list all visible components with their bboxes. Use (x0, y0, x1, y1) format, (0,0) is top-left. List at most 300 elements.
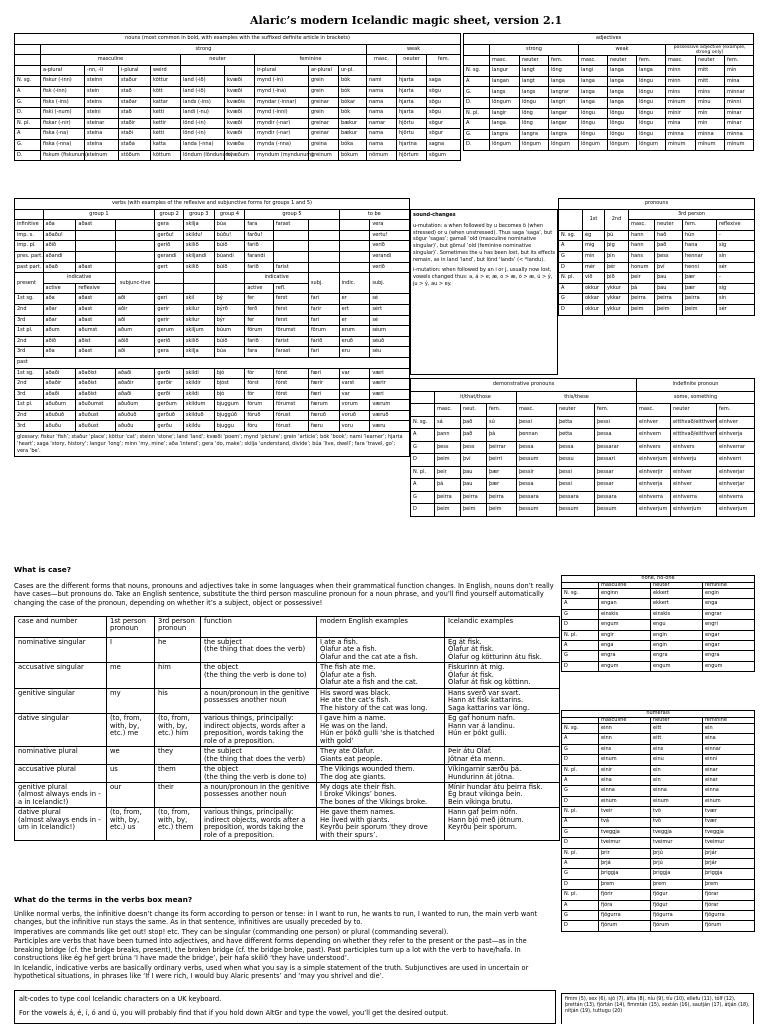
table-cell: aðar (43, 304, 76, 315)
row-label: 3rd (15, 347, 44, 358)
verb-group-2: group 2 (155, 209, 184, 220)
table-cell: engum (651, 661, 703, 671)
table-cell: bjuggu (214, 421, 245, 432)
indefinite-row (637, 504, 755, 517)
table-cell: myndir (-nar) (255, 129, 309, 140)
table-cell: grein (309, 76, 339, 87)
adjective-row (464, 108, 754, 119)
adj-weak-header: weak (579, 44, 666, 55)
row-label: A (15, 86, 41, 97)
table-cell: nama (367, 86, 397, 97)
table-cell: gerið (155, 336, 184, 347)
table-cell: mér (583, 262, 605, 273)
row-label: accusative plural (15, 765, 107, 783)
adj-sub: fem. (637, 55, 666, 66)
adjective-row (464, 87, 754, 98)
table-cell: fór (245, 368, 274, 379)
verb-nonfinite-row (15, 220, 410, 231)
table-cell: löndum (löndunum) (181, 150, 225, 161)
none-table (561, 575, 755, 672)
numeral-row (562, 827, 755, 837)
i-mutation-text: i-mutation: when followed by an i or j, usually now lost, vowels changed thus: a, á > e; æ, o > æ, ó > æ, ú > ý, ju > ý, au > ey. (413, 267, 553, 287)
numerals-table (561, 710, 755, 932)
table-cell: (to, from, with, by, etc.) him (155, 714, 201, 747)
row-label: A (562, 599, 599, 609)
table-cell: The Vikings wounded them. The dog ate giants. (317, 765, 445, 783)
table-cell: eitt (651, 734, 703, 744)
table-cell: löngu (637, 108, 666, 119)
row-label: A (562, 900, 599, 910)
table-cell: búa (214, 220, 245, 231)
table-cell: I (107, 638, 155, 663)
table-cell: fiska (-na) (41, 129, 85, 140)
altcodes-line1: alt-codes to type cool Icelandic characters on a UK keyboard. (19, 995, 222, 1003)
past-label: past (15, 357, 410, 368)
table-cell: þessum (595, 504, 637, 517)
table-cell: einskis (651, 609, 703, 619)
adj-sub: masc. (490, 55, 520, 66)
table-cell: ert (339, 304, 370, 315)
table-cell: bjó (214, 368, 245, 379)
table-cell: þessar (595, 479, 637, 492)
verb-past-row (15, 400, 410, 411)
table-cell: einum (599, 796, 651, 806)
table-cell: var (339, 368, 370, 379)
adjectives-table (463, 33, 754, 151)
table-cell: hjörtu (397, 118, 427, 129)
table-cell: aði (115, 294, 154, 305)
table-cell: engin (703, 589, 755, 599)
table-cell: færi (308, 389, 339, 400)
table-cell: aðast (76, 294, 115, 305)
table-cell (308, 262, 339, 273)
row-label: G. (15, 139, 41, 150)
table-cell: minna (666, 129, 696, 140)
indef-sub: masc. (637, 404, 671, 417)
table-cell: þín (605, 251, 629, 262)
table-cell: tveggja (651, 827, 703, 837)
table-cell: skildi (183, 389, 214, 400)
row-label: A (562, 859, 599, 869)
row-label: G (562, 786, 599, 796)
table-cell: kettir (151, 118, 181, 129)
table-cell: það (461, 416, 487, 429)
row-label: N. pl. (559, 273, 583, 284)
row-label: N. sg. (559, 230, 583, 241)
table-cell: búið (214, 262, 245, 273)
numeral-row (562, 869, 755, 879)
table-cell: þrjár (703, 859, 755, 869)
table-cell: gerandi (155, 251, 184, 262)
table-cell: þeir (435, 466, 461, 479)
table-cell: myndum (myndunum) (255, 150, 309, 161)
row-label: G (559, 294, 583, 305)
nouns-strong-header: strong (41, 44, 367, 55)
table-cell: fórst (245, 379, 274, 390)
nouns-caption: nouns (most common in bold, with examples with the suffixed definite article in brackets) (15, 34, 461, 45)
table-cell: aðast (76, 220, 115, 231)
table-cell: væru (370, 421, 410, 432)
row-label: nominative singular (15, 638, 107, 663)
table-cell: They ate Ólafur. Giants eat people. (317, 747, 445, 765)
nouns-weak-header: weak (367, 44, 461, 55)
table-cell: farið (245, 241, 274, 252)
table-cell: minna (696, 129, 725, 140)
table-cell: færum (308, 400, 339, 411)
nouns-table (14, 33, 461, 161)
table-cell: einhver (671, 466, 717, 479)
table-cell: Fiskurinn át mig. Ólafur át fisk. Ólafur át fisk og köttinn. (445, 663, 560, 688)
table-cell: vorum (339, 400, 370, 411)
table-cell: langan (490, 76, 520, 87)
table-cell: þeirri (487, 454, 517, 467)
table-cell: langa (637, 66, 666, 77)
table-cell: fisk (-inn) (41, 86, 85, 97)
row-label: A (562, 817, 599, 827)
indefinite-row (637, 429, 755, 442)
reflexive-label: reflexive (76, 283, 115, 294)
table-cell: þær (683, 283, 717, 294)
table-cell: geri (155, 294, 184, 305)
table-cell: hjarta (397, 108, 427, 119)
table-cell: aðaðist (76, 379, 115, 390)
table-cell: þrem (651, 879, 703, 889)
table-cell: hans (629, 251, 655, 262)
table-cell: langra (520, 129, 549, 140)
table-cell: væri (370, 368, 410, 379)
table-cell: langa (490, 119, 520, 130)
table-cell: sá (435, 416, 461, 429)
table-cell: he (155, 638, 201, 663)
table-cell: einhverra (637, 491, 671, 504)
none-caption: none, no-one (562, 576, 755, 583)
table-cell: my (107, 688, 155, 713)
table-cell: engra (703, 651, 755, 661)
table-cell: löngu (579, 119, 608, 130)
adjective-row (464, 76, 754, 87)
table-cell: bý (214, 294, 245, 305)
table-cell: förum (308, 326, 339, 337)
table-cell: ein (651, 775, 703, 785)
table-cell: einhvern (637, 429, 671, 442)
table-cell: hjarta (397, 76, 427, 87)
table-cell: þessi (595, 416, 637, 429)
table-cell: langa (608, 98, 637, 109)
table-cell: nömum (367, 150, 397, 161)
table-cell: eru (339, 347, 370, 358)
table-cell: hann (629, 241, 655, 252)
table-cell: einhverrar (717, 441, 755, 454)
table-cell: einir (599, 765, 651, 775)
table-cell: myndar (-innar) (255, 97, 309, 108)
table-cell: aðið (43, 241, 76, 252)
table-cell: kattar (151, 97, 181, 108)
none-row (562, 661, 755, 671)
numeral-row (562, 838, 755, 848)
indicative-paragraph: In Icelandic, indicative verbs are basically ordinary verbs, used when what you say is a simple statement of the truth. Subjunctives are used in uncertain or hypothetical situations, in phrases like ‘If I were rich, I would buy Alaric presents’ and ‘may you shrivel and die’. (14, 963, 529, 981)
row-label: D (562, 838, 599, 848)
pronoun-row (559, 283, 755, 294)
table-cell: færuð (308, 410, 339, 421)
table-cell: The fish ate me. Ólafur ate a fish. Ólafur ate a fish and the cat. (317, 663, 445, 688)
table-cell: kött (151, 86, 181, 97)
table-cell (273, 230, 308, 241)
table-cell: einskis (599, 609, 651, 619)
demo-sub: masc. (517, 404, 557, 417)
pronouns-caption: pronouns (559, 199, 755, 210)
table-cell: löngu (637, 129, 666, 140)
adj-sub: masc. (666, 55, 696, 66)
demonstrative-row (411, 441, 637, 454)
table-cell: aðað (43, 262, 76, 273)
table-cell (76, 241, 115, 252)
table-cell: mínir (666, 108, 696, 119)
table-cell (308, 241, 339, 252)
table-cell: aðir (115, 304, 154, 315)
table-cell: hana (683, 241, 717, 252)
table-cell: einnar (703, 744, 755, 754)
table-cell: þær (487, 479, 517, 492)
table-cell: þessar (595, 466, 637, 479)
refl-label-5: refl. (273, 283, 308, 294)
table-cell: hann (629, 230, 655, 241)
indef-sub: neuter (671, 404, 717, 417)
table-cell: lönd (-in) (181, 118, 225, 129)
table-cell: einhver (671, 479, 717, 492)
table-cell: namar (367, 118, 397, 129)
row-label: G (562, 744, 599, 754)
adjective-row (464, 66, 754, 77)
table-cell: steinar (85, 118, 119, 129)
pronoun-row (559, 262, 755, 273)
table-cell: gerir (155, 304, 184, 315)
adj-possessive-header: possessive adjective (example, strong only) (666, 44, 754, 55)
table-cell: því (461, 454, 487, 467)
table-cell: skiljum (183, 326, 214, 337)
table-cell: aði (115, 315, 154, 326)
table-cell: saga (427, 76, 461, 87)
table-cell: löngu (637, 119, 666, 130)
table-cell: þeim (435, 504, 461, 517)
row-label: N. pl. (562, 630, 599, 640)
table-cell: þessari (595, 454, 637, 467)
demonstrative-row (411, 479, 637, 492)
verbs-table (14, 198, 410, 457)
case-row (15, 747, 560, 765)
row-label: G (411, 441, 435, 454)
numeral-row (562, 921, 755, 931)
case-row (15, 808, 560, 841)
table-cell: sé (370, 315, 410, 326)
adj-strong-header: strong (490, 44, 579, 55)
table-cell: þessu (557, 454, 595, 467)
table-cell: sögu (427, 97, 461, 108)
table-cell: einum (651, 796, 703, 806)
table-cell: Víkingarnir særðu þá. Hundurinn át jötna. (445, 765, 560, 783)
row-label: D (559, 262, 583, 273)
table-cell: nama (367, 97, 397, 108)
table-cell: skilja (183, 220, 214, 231)
table-cell: sér (717, 262, 755, 273)
table-cell (115, 220, 154, 231)
indic-label: indic. (339, 273, 370, 294)
table-cell: ein (703, 724, 755, 734)
table-cell: bók (339, 86, 367, 97)
table-cell: aðum (43, 326, 76, 337)
table-cell: einna (599, 786, 651, 796)
table-cell: langar (549, 108, 579, 119)
verb-nonfinite-row (15, 241, 410, 252)
table-cell: þrem (599, 879, 651, 889)
table-cell: fjögurra (599, 911, 651, 921)
row-label: D. (464, 98, 490, 109)
table-cell (308, 230, 339, 241)
row-label: dative singular (15, 714, 107, 747)
table-cell: þess (435, 441, 461, 454)
table-cell: löngu (608, 129, 637, 140)
table-cell: I gave him a name. He was on the land. Hún er þókð gulli ‘she is thatched with gold’ (317, 714, 445, 747)
table-cell: land (-ið) (181, 76, 225, 87)
verb-group-3: group 3 (183, 209, 214, 220)
table-cell: löng (520, 108, 549, 119)
table-cell: enga (703, 599, 755, 609)
row-label: 2nd (15, 410, 44, 421)
table-cell: búið (214, 241, 245, 252)
table-cell: færir (308, 379, 339, 390)
pronoun-row (559, 251, 755, 262)
table-cell: eina (703, 734, 755, 744)
row-label: N. sg. (15, 76, 41, 87)
demonstratives-table (410, 378, 637, 517)
verb-present-row (15, 304, 410, 315)
table-cell: gerir (155, 315, 184, 326)
case-row (15, 638, 560, 663)
table-cell: engum (599, 620, 651, 630)
table-cell: fiski (-num) (41, 108, 85, 119)
table-cell: a noun/pronoun in the genitive possesses another noun (201, 782, 317, 807)
table-cell: engrar (703, 609, 755, 619)
table-cell: löngu (608, 108, 637, 119)
table-cell: búðu! (214, 230, 245, 241)
row-label: G (562, 609, 599, 619)
table-cell: hjarta (397, 97, 427, 108)
row-label: A (562, 640, 599, 650)
table-cell: nama (367, 139, 397, 150)
table-cell: gera (155, 220, 184, 231)
table-cell: aðast (76, 262, 115, 273)
row-label: 1st pl. (15, 400, 44, 411)
nouns-subhead: weird (151, 65, 181, 76)
row-label: A (559, 283, 583, 294)
none-sub: neuter (651, 582, 703, 589)
table-cell: skildum (183, 400, 214, 411)
table-cell: aðaði (43, 368, 76, 379)
table-cell: engum (703, 661, 755, 671)
table-cell: kvæða (225, 139, 255, 150)
demonstrative-row (411, 416, 637, 429)
table-cell: stöðum (119, 150, 151, 161)
table-cell: mitt (696, 76, 725, 87)
table-cell: aða (43, 294, 76, 305)
table-cell: aðaðist (76, 368, 115, 379)
row-label: imp. s. (15, 230, 44, 241)
table-cell: mín (583, 251, 605, 262)
table-cell (115, 230, 154, 241)
table-cell: fóruð (245, 410, 274, 421)
nouns-subhead: i-plural (119, 65, 151, 76)
demo-sub: masc. (435, 404, 461, 417)
case-table (14, 616, 560, 841)
table-cell: þessarar (595, 441, 637, 454)
nouns-neuter-header: neuter (181, 55, 255, 66)
page-title: Alaric’s modern Icelandic magic sheet, version 2.1 (250, 14, 563, 27)
table-cell: tveir (599, 807, 651, 817)
table-cell: fari (308, 347, 339, 358)
table-cell: sig (717, 241, 755, 252)
table-cell: grein (309, 86, 339, 97)
numeral-row (562, 900, 755, 910)
table-cell: þeirra (435, 491, 461, 504)
table-cell: ketti (151, 108, 181, 119)
table-cell: eruð (339, 336, 370, 347)
case-col-header: case and number (15, 617, 107, 638)
row-label: G. (15, 97, 41, 108)
table-cell: I ate a fish. Ólafur ate a fish. Ólafur and the cat ate a fish. (317, 638, 445, 663)
table-cell: ein (651, 765, 703, 775)
table-cell: gera (155, 347, 184, 358)
table-cell: engin (651, 630, 703, 640)
case-heading: What is case? (14, 565, 72, 574)
numerals-sub: neuter (651, 717, 703, 724)
table-cell: His sword was black. He ate the cat’s fish. The history of the cat was long. (317, 688, 445, 713)
table-cell: farist (273, 262, 308, 273)
pronoun-row (559, 273, 755, 284)
numerals-footer: fimm (5), sex (6), sjö (7), átta (8), níu (9), tíu (10), ellefu (11), tólf (12), þrettán (13), fjórtán (14), fimmtán (15), sextán (16), sautján (17), átján (18), nítján (19), tuttugu (20) (561, 993, 754, 1024)
table-cell: einhverjar (717, 466, 755, 479)
noun-row (15, 97, 461, 108)
table-cell: fórumst (273, 400, 308, 411)
table-cell: löngu (637, 98, 666, 109)
table-cell: fórust (273, 421, 308, 432)
verb-present-row (15, 326, 410, 337)
verb-present-row (15, 315, 410, 326)
table-cell: fiskum (fiskunum) (41, 150, 85, 161)
table-cell: mínum (666, 98, 696, 109)
table-cell: aðaði (115, 368, 154, 379)
table-cell: the subject (the thing that does the verb) (201, 638, 317, 663)
table-cell: land (-ið) (181, 86, 225, 97)
table-cell: verið (370, 262, 410, 273)
pronoun-2nd: 2nd (605, 209, 629, 230)
table-cell: þessa (595, 429, 637, 442)
table-cell: þær (683, 273, 717, 284)
table-cell: mínum (666, 140, 696, 151)
table-cell: staða (119, 139, 151, 150)
numeral-row (562, 796, 755, 806)
demonstrative-row (411, 454, 637, 467)
table-cell: engu (651, 620, 703, 630)
numeral-row (562, 859, 755, 869)
case-row (15, 782, 560, 807)
row-label: accusative singular (15, 663, 107, 688)
table-cell: hjartna (397, 139, 427, 150)
table-cell: værir (370, 379, 410, 390)
table-cell: verið (370, 241, 410, 252)
nouns-subhead: ur-pl. (339, 65, 367, 76)
table-cell: Ég át fisk. Ólafur át fisk. Ólafur og kötturinn átu fisk. (445, 638, 560, 663)
table-cell: farið (245, 262, 274, 273)
row-label: 1st pl. (15, 326, 44, 337)
